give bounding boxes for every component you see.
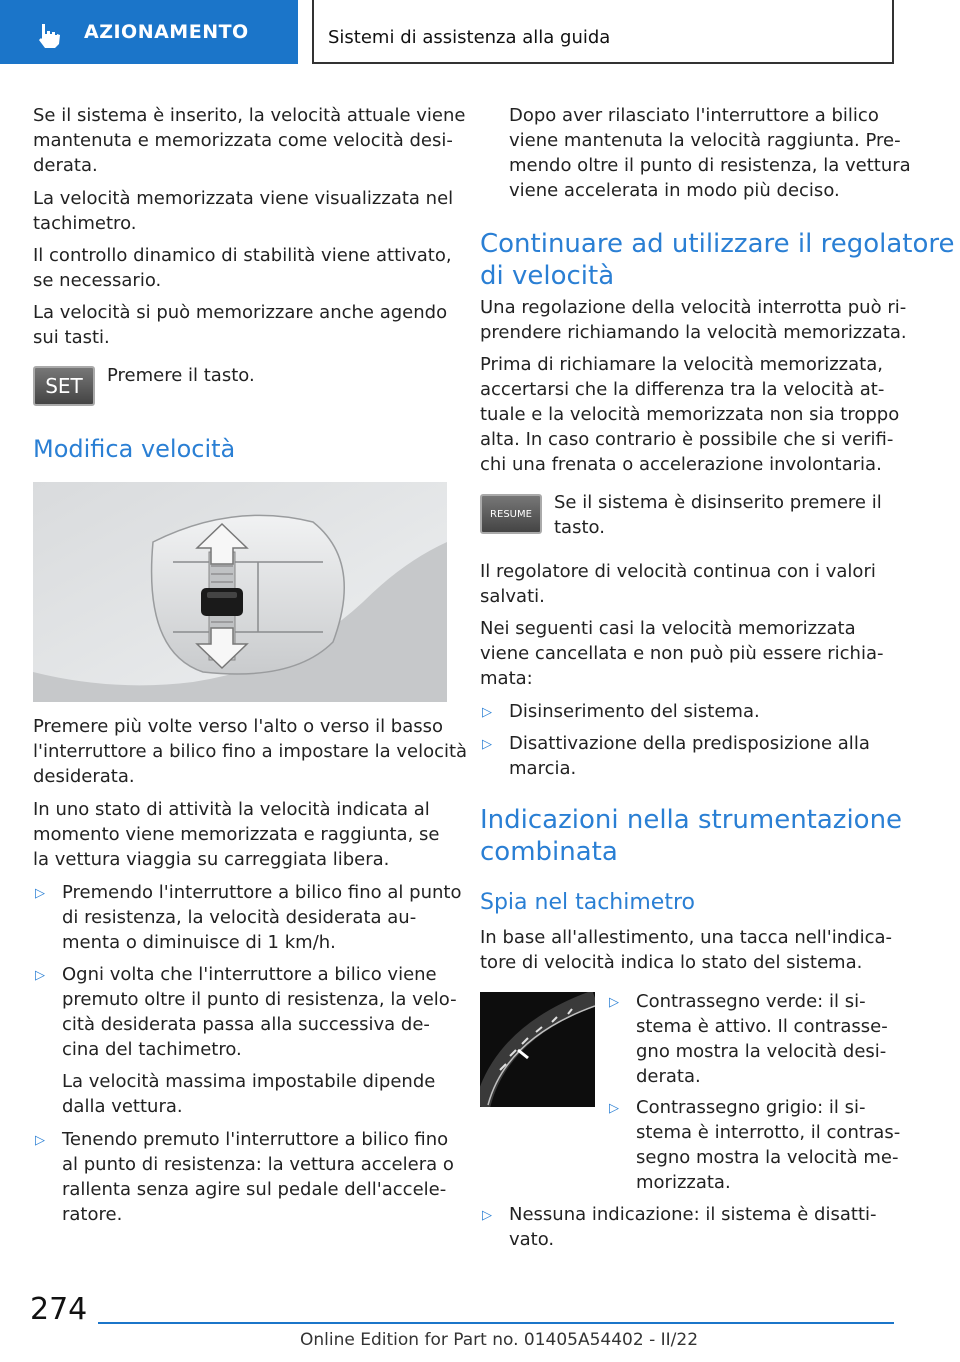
list-item: Nessuna indicazione: il sistema è disatti- vato. — [509, 1204, 877, 1250]
paragraph: Nei seguenti casi la velocità memorizzata viene cancellata e non può più essere richia- mata: — [480, 618, 884, 689]
section-heading-modifica: Modifica velocità — [33, 435, 236, 463]
bullet-icon: ▷ — [482, 1208, 492, 1223]
section-heading-continuare: Continuare ad utilizzare il regolatore di velocità — [480, 229, 955, 291]
resume-instruction: Se il sistema è disinserito premere il tasto. — [554, 492, 882, 538]
list-item: Disinserimento del sistema. — [509, 701, 760, 722]
bullet-icon: ▷ — [609, 1101, 619, 1116]
paragraph: Prima di richiamare la velocità memorizzata, accertarsi che la differenza tra la velocità at- tuale e la velocità memorizzata non sia troppo alta. In caso contrario è possibile che si verifi- chi una frenata o accelerazione involontaria. — [480, 354, 900, 475]
paragraph: La velocità memorizzata viene visualizzata nel tachimetro. — [33, 188, 454, 234]
chapter-title: Sistemi di assistenza alla guida — [328, 27, 611, 48]
bullet-icon: ▷ — [482, 737, 492, 752]
list-item-note: La velocità massima impostabile dipende dalla vettura. — [62, 1071, 436, 1117]
paragraph: Se il sistema è inserito, la velocità attuale viene mantenuta e memorizzata come velocità desi- derata. — [33, 105, 466, 176]
paragraph: Dopo aver rilasciato l'interruttore a bilico viene mantenuta la velocità raggiunta. Pre- mendo oltre il punto di resistenza, la vettura viene accelerata in modo più deciso. — [509, 105, 911, 201]
chapter-header — [312, 0, 894, 64]
paragraph: In uno stato di attività la velocità indicata al momento viene memorizzata e raggiunta, se la vettura viaggia su carreggiata libera. — [33, 799, 440, 870]
footer-edition: Online Edition for Part no. 01405A54402 - II/22 — [300, 1330, 699, 1350]
page-number: 274 — [30, 1292, 88, 1327]
section-title: AZIONAMENTO — [84, 21, 249, 43]
list-item: Ogni volta che l'interruttore a bilico viene premuto oltre il punto di resistenza, la velo- cità desiderata passa alla successiva de- cina del tachimetro. — [62, 964, 457, 1060]
list-item: Premendo l'interruttore a bilico fino al punto di resistenza, la velocità desiderata au- menta o diminuisce di 1 km/h. — [62, 882, 462, 953]
list-item: Disattivazione della predisposizione alla marcia. — [509, 733, 870, 779]
list-item: Contrassegno verde: il si- stema è attivo. Il contrasse- gno mostra la velocità desi- derata. — [636, 991, 888, 1087]
set-button-image: SET — [33, 366, 95, 406]
set-instruction: Premere il tasto. — [107, 365, 255, 386]
list-item: Contrassegno grigio: il si- stema è interrotto, il contras- segno mostra la velocità me- morizzata. — [636, 1097, 901, 1193]
speedometer-marker-image — [480, 992, 595, 1107]
footer-divider — [98, 1322, 894, 1324]
steering-switch-illustration — [33, 482, 447, 702]
paragraph: La velocità si può memorizzare anche agendo sui tasti. — [33, 302, 448, 348]
bullet-icon: ▷ — [609, 995, 619, 1010]
paragraph: Il regolatore di velocità continua con i valori salvati. — [480, 561, 876, 607]
bullet-icon: ▷ — [35, 1133, 45, 1148]
section-heading-indicazioni: Indicazioni nella strumentazione combinata — [480, 805, 903, 867]
paragraph: In base all'allestimento, una tacca nell'indica- tore di velocità indica lo stato del sistema. — [480, 927, 893, 973]
hand-icon — [34, 20, 64, 50]
section-header — [0, 0, 298, 64]
bullet-icon: ▷ — [35, 886, 45, 901]
paragraph: Una regolazione della velocità interrotta può ri- prendere richiamando la velocità memorizzata. — [480, 297, 907, 343]
list-item: Tenendo premuto l'interruttore a bilico fino al punto di resistenza: la vettura accelera o rallenta senza agire sul pedale dell'accele- ratore. — [62, 1129, 454, 1225]
subsection-heading-spia: Spia nel tachimetro — [480, 890, 695, 915]
paragraph: Il controllo dinamico di stabilità viene attivato, se necessario. — [33, 245, 452, 291]
resume-button-image: RESUME — [480, 494, 542, 534]
paragraph: Premere più volte verso l'alto o verso il basso l'interruttore a bilico fino a impostare la velocità desiderata. — [33, 716, 468, 787]
bullet-icon: ▷ — [482, 705, 492, 720]
bullet-icon: ▷ — [35, 968, 45, 983]
